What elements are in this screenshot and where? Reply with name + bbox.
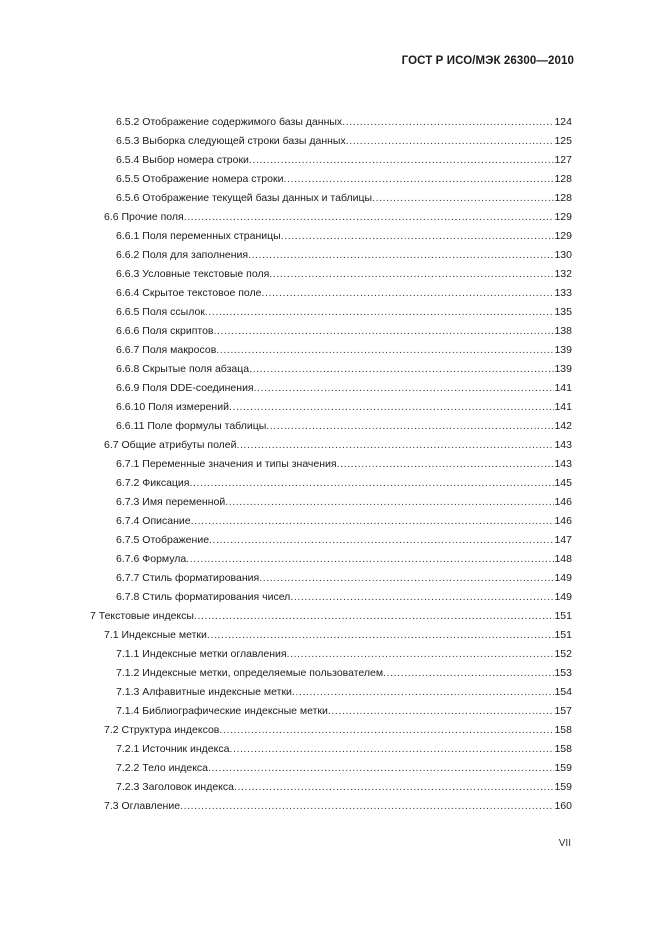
toc-entry-title: 6.5.6 Отображение текущей базы данных и таблицы: [116, 192, 373, 204]
dot-leader: [283, 170, 554, 189]
toc-entry-page-number: 139: [554, 363, 572, 375]
toc-entry-title: 7.2 Структура индексов: [104, 724, 220, 736]
toc-entry-page-number: 146: [554, 496, 572, 508]
toc-entry-page-number: 125: [554, 135, 572, 147]
toc-entry[interactable]: [0, 265, 661, 284]
toc-entry-page-number: 133: [554, 287, 572, 299]
dot-leader: [209, 531, 554, 550]
dot-leader: [184, 208, 555, 227]
toc-entry-title: 6.5.5 Отображение номера строки: [116, 173, 284, 185]
toc-entry[interactable]: [0, 417, 661, 436]
toc-entry-page-number: 151: [554, 610, 572, 622]
toc-entry-title: 7.2.1 Источник индекса: [116, 743, 230, 755]
toc-entry-page-number: 154: [554, 686, 572, 698]
toc-entry-title: 6.6.1 Поля переменных страницы: [116, 230, 281, 242]
dot-leader: [337, 455, 555, 474]
dot-leader: [249, 360, 554, 379]
toc-entry-page-number: 139: [554, 344, 572, 356]
toc-entry[interactable]: [0, 360, 661, 379]
dot-leader: [328, 702, 555, 721]
toc-entry-title: 7.1.1 Индексные метки оглавления: [116, 648, 287, 660]
toc-entry[interactable]: [0, 398, 661, 417]
toc-entry-title: 6.7.2 Фиксация: [116, 477, 190, 489]
toc-entry-page-number: 135: [554, 306, 572, 318]
toc-entry-title: 7.1.4 Библиографические индексные метки: [116, 705, 328, 717]
toc-entry[interactable]: [0, 322, 661, 341]
toc-entry[interactable]: [0, 645, 661, 664]
toc-entry[interactable]: [0, 170, 661, 189]
toc-entry[interactable]: [0, 303, 661, 322]
toc-entry-page-number: 148: [554, 553, 572, 565]
dot-leader: [229, 398, 555, 417]
dot-leader: [254, 379, 555, 398]
dot-leader: [266, 417, 554, 436]
toc-entry-title: 6.6.2 Поля для заполнения: [116, 249, 249, 261]
toc-entry-page-number: 128: [554, 192, 572, 204]
toc-entry-page-number: 158: [554, 724, 572, 736]
toc-entry[interactable]: [0, 683, 661, 702]
toc-entry-title: 6.6.7 Поля макросов: [116, 344, 217, 356]
dot-leader: [208, 759, 554, 778]
dot-leader: [261, 284, 554, 303]
toc-entry-title: 6.5.3 Выборка следующей строки базы данных: [116, 135, 346, 147]
toc-entry-title: 6.6 Прочие поля: [104, 211, 184, 223]
toc-entry-title: 6.7.3 Имя переменной: [116, 496, 226, 508]
toc-entry-title: 6.6.11 Поле формулы таблицы: [116, 420, 267, 432]
toc-entry-title: 7.2.2 Тело индекса: [116, 762, 209, 774]
toc-entry-title: 7.3 Оглавление: [104, 800, 181, 812]
toc-entry[interactable]: [0, 778, 661, 797]
toc-entry-page-number: 149: [554, 591, 572, 603]
dot-leader: [292, 683, 555, 702]
toc-entry[interactable]: [0, 740, 661, 759]
dot-leader: [346, 132, 555, 151]
dot-leader: [372, 189, 554, 208]
dot-leader: [216, 341, 554, 360]
document-standard-header: ГОСТ Р ИСО/МЭК 26300—2010: [401, 55, 574, 67]
toc-entry-page-number: 141: [554, 401, 572, 413]
dot-leader: [191, 512, 555, 531]
toc-entry-title: 7.1 Индексные метки: [104, 629, 207, 641]
toc-entry[interactable]: [0, 189, 661, 208]
toc-entry-page-number: 158: [554, 743, 572, 755]
toc-entry-page-number: 143: [554, 439, 572, 451]
toc-entry-title: 6.7.5 Отображение: [116, 534, 210, 546]
toc-entry-page-number: 129: [554, 230, 572, 242]
toc-entry-page-number: 138: [554, 325, 572, 337]
dot-leader: [229, 740, 554, 759]
toc-entry-title: 6.7.7 Стиль форматирования: [116, 572, 260, 584]
toc-entry-title: 6.5.4 Выбор номера строки: [116, 154, 249, 166]
toc-entry[interactable]: [0, 531, 661, 550]
toc-entry-title: 7.1.3 Алфавитные индексные метки: [116, 686, 292, 698]
toc-entry-page-number: 143: [554, 458, 572, 470]
dot-leader: [214, 322, 555, 341]
toc-entry[interactable]: [0, 512, 661, 531]
toc-entry-title: 6.6.5 Поля ссылок: [116, 306, 205, 318]
toc-entry-page-number: 142: [554, 420, 572, 432]
toc-entry-page-number: 141: [554, 382, 572, 394]
toc-entry-page-number: 145: [554, 477, 572, 489]
toc-entry-page-number: 130: [554, 249, 572, 261]
toc-entry[interactable]: [0, 607, 661, 626]
toc-entry-page-number: 153: [554, 667, 572, 679]
toc-entry-title: 6.6.3 Условные текстовые поля: [116, 268, 270, 280]
dot-leader: [249, 151, 555, 170]
toc-entry-title: 6.7.8 Стиль форматирования чисел: [116, 591, 291, 603]
toc-entry-title: 6.6.4 Скрытое текстовое поле: [116, 287, 262, 299]
toc-entry[interactable]: [0, 208, 661, 227]
toc-entry-title: 6.7.6 Формула: [116, 553, 187, 565]
toc-entry-title: 6.7.1 Переменные значения и типы значения: [116, 458, 337, 470]
toc-entry[interactable]: [0, 702, 661, 721]
dot-leader: [259, 569, 554, 588]
toc-entry-page-number: 157: [554, 705, 572, 717]
toc-entry[interactable]: [0, 474, 661, 493]
toc-entry[interactable]: [0, 341, 661, 360]
toc-entry[interactable]: [0, 113, 661, 132]
dot-leader: [180, 797, 554, 816]
toc-entry-title: 6.6.9 Поля DDE-соединения: [116, 382, 254, 394]
toc-entry[interactable]: [0, 246, 661, 265]
toc-entry-title: 6.7.4 Описание: [116, 515, 191, 527]
toc-entry-title: 7 Текстовые индексы: [90, 610, 194, 622]
toc-entry-title: 6.5.2 Отображение содержимого базы данных: [116, 116, 343, 128]
toc-entry-page-number: 159: [554, 781, 572, 793]
dot-leader: [342, 113, 554, 132]
dot-leader: [237, 436, 555, 455]
dot-leader: [186, 550, 554, 569]
toc-entry-page-number: 124: [554, 116, 572, 128]
toc-entry-page-number: 152: [554, 648, 572, 660]
toc-entry-page-number: 149: [554, 572, 572, 584]
toc-entry[interactable]: [0, 626, 661, 645]
toc-entry-title: 6.6.8 Скрытые поля абзаца: [116, 363, 250, 375]
dot-leader: [225, 493, 554, 512]
dot-leader: [287, 645, 555, 664]
toc-entry-page-number: 160: [554, 800, 572, 812]
toc-entry-page-number: 147: [554, 534, 572, 546]
toc-entry[interactable]: [0, 455, 661, 474]
dot-leader: [269, 265, 554, 284]
toc-entry-title: 7.2.3 Заголовок индекса: [116, 781, 234, 793]
toc-entry-title: 7.1.2 Индексные метки, определяемые пользователем: [116, 667, 384, 679]
toc-entry[interactable]: [0, 721, 661, 740]
toc-entry-title: 6.7 Общие атрибуты полей: [104, 439, 237, 451]
toc-entry[interactable]: [0, 588, 661, 607]
toc-entry[interactable]: [0, 284, 661, 303]
dot-leader: [219, 721, 554, 740]
dot-leader: [290, 588, 554, 607]
toc-entry[interactable]: [0, 550, 661, 569]
dot-leader: [248, 246, 554, 265]
toc-entry-page-number: 159: [554, 762, 572, 774]
toc-entry[interactable]: [0, 151, 661, 170]
toc-entry-title: 6.6.6 Поля скриптов: [116, 325, 214, 337]
dot-leader: [194, 607, 555, 626]
toc-entry[interactable]: [0, 379, 661, 398]
dot-leader: [205, 303, 555, 322]
toc-entry[interactable]: [0, 759, 661, 778]
dot-leader: [207, 626, 555, 645]
toc-entry[interactable]: [0, 569, 661, 588]
toc-entry[interactable]: [0, 436, 661, 455]
toc-entry-page-number: 132: [554, 268, 572, 280]
toc-entry[interactable]: [0, 227, 661, 246]
dot-leader: [234, 778, 554, 797]
toc-entry[interactable]: [0, 132, 661, 151]
toc-entry-page-number: 146: [554, 515, 572, 527]
table-of-contents: [0, 113, 661, 816]
page-number-roman: VII: [558, 838, 571, 849]
dot-leader: [383, 664, 554, 683]
toc-entry-page-number: 128: [554, 173, 572, 185]
toc-entry-page-number: 127: [554, 154, 572, 166]
dot-leader: [190, 474, 555, 493]
toc-entry[interactable]: [0, 493, 661, 512]
dot-leader: [281, 227, 555, 246]
toc-entry[interactable]: [0, 664, 661, 683]
toc-entry-title: 6.6.10 Поля измерений: [116, 401, 229, 413]
toc-entry-page-number: 129: [554, 211, 572, 223]
toc-entry-page-number: 151: [554, 629, 572, 641]
toc-entry[interactable]: [0, 797, 661, 816]
